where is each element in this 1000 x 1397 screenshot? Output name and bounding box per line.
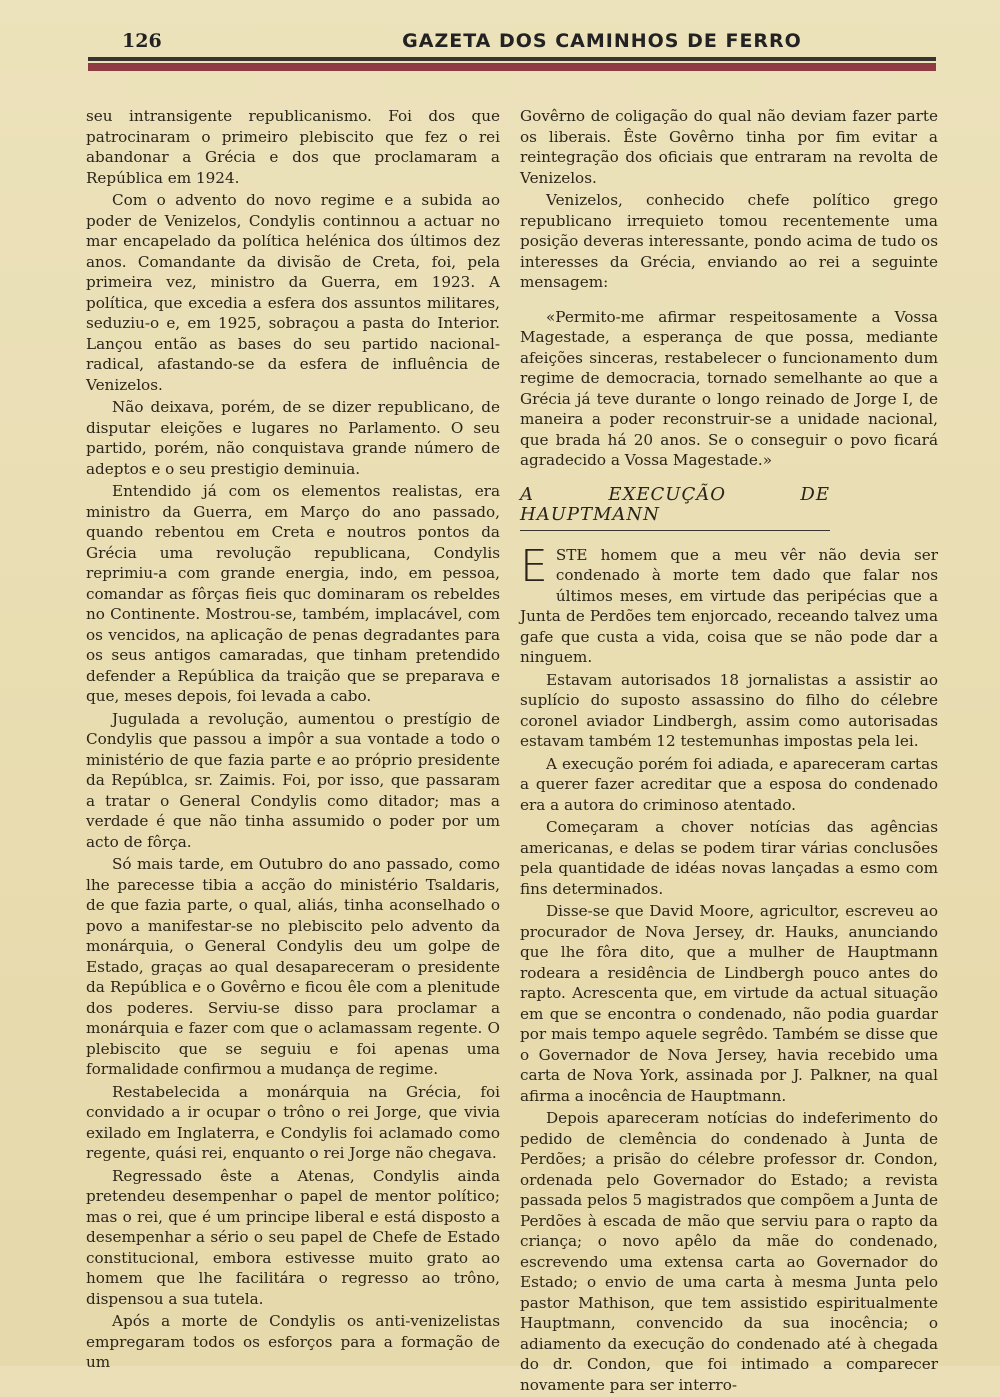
paragraph: A execução porém foi adiada, e apareceram cartas a querer fazer acreditar que a esposa do condenado era a autora do criminoso atentado. [520,754,938,814]
quoted-message [520,307,938,471]
paragraph: Regressado êste a Atenas, Condylis ainda pretendeu desempenhar o papel de mentor político; mas o rei, que é um principe liberal e está disposto a desempenhar a sério o seu papel de Chefe de Estado constitucional, embora estivesse muito grato ao homem que lhe facilitára o regresso ao trôno, dispensou a sua tutela. [86,1166,500,1308]
header-rule-dark [88,57,936,61]
paragraph: Jugulada a revolução, aumentou o prestígio de Condylis que passou a impôr a sua vontade a todo o ministério de que fazia parte e ao próprio presidente da Repúblca, sr. Zaimis. Foi, por isso, que passaram a tratar o General Condylis como ditador; mas a verdade é que não tinha assumido o poder por um acto de fôrça. [86,709,500,851]
section-title: A EXECUÇÃO DE HAUPTMANN [520,485,830,531]
paragraph: Após a morte de Condylis os anti-venizelistas empregaram todos os esforços para a formação de um [86,1312,500,1371]
left-column [86,106,500,1375]
publication-title: GAZETA DOS CAMINHOS DE FERRO [402,30,802,52]
paragraph: Disse-se que David Moore, agricultor, escreveu ao procurador de Nova Jersey, dr. Hauks, anunciando que lhe fôra dito, que a mulher de Hauptmann rodeara a residência de Lindbergh pouco antes do rapto. Acrescenta que, em virtude da actual situação em que se encontra o condenado, não podia guardar por mais tempo aquele segrêdo. Também se disse que o Governador de Nova Jersey, havia recebido uma carta de Nova York, assinada por J. Palkner, na qual afirma a inocência de Hauptmann. [520,902,938,1105]
paragraph: Depois apareceram notícias do indeferimento do pedido de clemência do condenado à Junta de Perdões; a prisão do célebre professor dr. Condon, ordenada pelo Governador do Estado; a revista passada pelos 5 magistrados que compõem a Junta de Perdões à escada de mão que serviu para o rapto da criança; o novo apêlo da mãe do condenado, escrevendo uma extensa carta ao Governador do Estado; o envio de uma carta à mesma Junta pelo pastor Mathison, que tem assistido espiritualmente Hauptmann, convencido da sua inocência; o adiamento da execução do condenado até à chegada do dr. Condon, que foi intimado a comparecer novamente para ser interro- [520,1109,938,1394]
paragraph: Venizelos, conhecido chefe político grego republicano irrequieto tomou recentemente uma posição deveras interessante, pondo acima de tudo os interesses da Grécia, enviando ao rei a seguinte mensagem: [520,191,938,291]
drop-cap: E [520,540,548,592]
quote-text: «Permito-me afirmar respeitosamente a Vossa Magestade, a esperança de que possa, mediante afeições sinceras, restabelecer o funcionamento dum regime de democracia, tornado semelhante ao que a Grécia já teve durante o longo reinado de Jorge I, de maneira a poder reconstruir-se a unidade nacional, que brada há 20 anos. Se o conseguir o povo ficará agradecido a Vossa Magestade.» [520,307,938,469]
paragraph: Só mais tarde, em Outubro do ano passado, como lhe parecesse tibia a acção do ministério Tsaldaris, de que fazia parte, o qual, aliás, tinha aconselhado o povo a manifestar-se no plebiscito pelo advento da monárquia, o General Condylis deu um golpe de Estado, graças ao qual desapareceram o presidente da República e o Govêrno e ficou êle com a plenitude dos poderes. Serviu-se disso para proclamar a monárquia e fazer com que o aclamassam regente. O plebiscito que se seguiu e foi apenas uma formalidade confirmou a mudança de regime. [86,855,500,1078]
paragraph: Não deixava, porém, de se dizer republicano, de disputar eleições e lugares no Parlamento. O seu partido, porém, não conquistava grande número de adeptos e o seu prestigio deminuia. [86,398,500,478]
paragraph: Govêrno de coligação do qual não deviam fazer parte os liberais. Êste Govêrno tinha por fim evitar a reintegração dos oficiais que entraram na revolta de Venizelos. [520,107,938,187]
right-column [520,106,938,1397]
lead-paragraph [520,540,938,668]
page-number: 126 [122,30,162,52]
page-header [88,30,936,70]
paragraph: Começaram a chover notícias das agências americanas, e delas se podem tirar várias conclusões pela quantidade de idéas novas lançadas a esmo com fins determinados. [520,818,938,898]
paragraph: Entendido já com os elementos realistas, era ministro da Guerra, em Março do ano passado, quando rebentou em Creta e noutros pontos da Grécia uma revolução republicana, Condylis reprimiu-a com grande energia, indo, em pessoa, comandar as fôrças fieis quc dominaram os rebeldes no Continente. Mostrou-se, também, implacável, com os vencidos, na aplicação de penas degradantes para os seus antigos camaradas, que tinham pretendido defender a República da traição que se preparava e que, meses depois, foi levada a cabo. [86,482,500,705]
paragraph: Estavam autorisados 18 jornalistas a assistir ao suplício do suposto assassino do filho do célebre coronel aviador Lindbergh, assim como autorisadas estavam também 12 testemunhas impostas pela lei. [520,670,938,750]
paragraph: Restabelecida a monárquia na Grécia, foi convidado a ir ocupar o trôno o rei Jorge, que vivia exilado em Inglaterra, e Condylis foi aclamado como regente, quási rei, enquanto o rei Jorge não chegava. [86,1082,500,1162]
header-rule-red [88,63,936,71]
lead-text: STE homem que a meu vêr não devia ser condenado à morte tem dado que falar nos últimos meses, em virtude das peripécias que a Junta de Perdões tem enjorcado, receando talvez uma gafe que custa a vida, coisa que se não pode dar a ninguem. [520,545,938,666]
paragraph: Com o advento do novo regime e a subida ao poder de Venizelos, Condylis continnou a actuar no mar encapelado da política helénica dos últimos dez anos. Comandante da divisão de Creta, foi, pela primeira vez, ministro da Guerra, em 1923. A política, que excedia a esfera dos assuntos militares, seduziu-o e, em 1925, sobraçou a pasta do Interior. Lançou então as bases do seu partido nacional-radical, afastando-se da esfera de influência de Venizelos. [86,191,500,394]
paragraph: seu intransigente republicanismo. Foi dos que patrocinaram o primeiro plebiscito que fez o rei abandonar a Grécia e dos que proclamaram a República em 1924. [86,107,500,187]
